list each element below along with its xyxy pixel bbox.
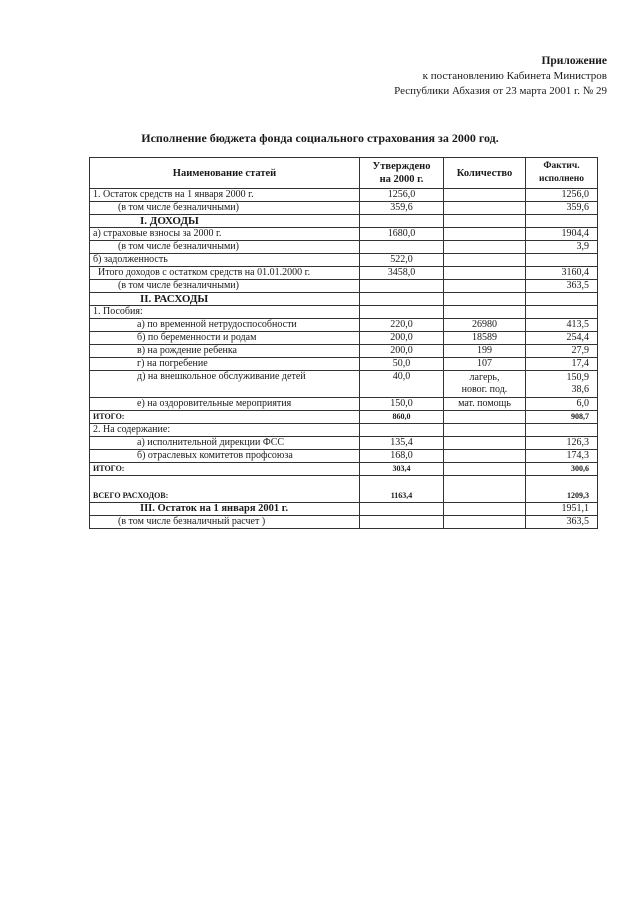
row-actual: 908,7 [526, 411, 598, 424]
row-actual: 3,9 [526, 241, 598, 254]
row-total-label: ИТОГО: [90, 411, 360, 424]
table-row [90, 424, 598, 437]
row-name: (в том числе безналичными) [90, 202, 360, 215]
row-approved: 150,0 [360, 398, 444, 411]
table-row [90, 254, 598, 267]
row-qty [444, 254, 526, 267]
row-approved: 200,0 [360, 332, 444, 345]
row-actual: 413,5 [526, 319, 598, 332]
table-row [90, 280, 598, 293]
row-qty: 199 [444, 345, 526, 358]
row-qty [444, 371, 526, 398]
row-qty [444, 280, 526, 293]
row-qty [444, 189, 526, 202]
row-actual: 3160,4 [526, 267, 598, 280]
row-actual: 1904,4 [526, 228, 598, 241]
row-approved [360, 280, 444, 293]
row-actual: 126,3 [526, 437, 598, 450]
row-name: д) на внешкольное обслуживание детей [90, 371, 360, 398]
row-approved: 200,0 [360, 345, 444, 358]
row-qty [444, 293, 526, 306]
table-row [90, 463, 598, 476]
row-name: (в том числе безналичными) [90, 280, 360, 293]
row-qty [444, 241, 526, 254]
row-approved: 168,0 [360, 450, 444, 463]
row-actual [526, 254, 598, 267]
row-approved: 1680,0 [360, 228, 444, 241]
row-actual [526, 215, 598, 228]
row-name: б) отраслевых комитетов профсоюза [90, 450, 360, 463]
row-actual: 1256,0 [526, 189, 598, 202]
row-qty [444, 306, 526, 319]
table-row [90, 345, 598, 358]
table-row [90, 398, 598, 411]
table-row [90, 450, 598, 463]
qty-line: лагерь, [469, 372, 500, 383]
col-header-name: Наименование статей [90, 158, 360, 189]
document-title: Исполнение бюджета фонда социального страхования за 2000 год. [141, 131, 499, 145]
table-row [90, 503, 598, 516]
row-qty [444, 215, 526, 228]
row-approved: 220,0 [360, 319, 444, 332]
table-row [90, 371, 598, 398]
actual-line: 38,6 [571, 384, 589, 395]
section-title-balance: III. Остаток на 1 января 2001 г. [90, 503, 360, 516]
row-name: а) страховые взносы за 2000 г. [90, 228, 360, 241]
budget-table [89, 157, 598, 529]
appendix-decree-line: к постановлению Кабинета Министров [422, 70, 607, 82]
row-actual: 363,5 [526, 516, 598, 529]
row-qty [444, 411, 526, 424]
table-row [90, 267, 598, 280]
table-row [90, 215, 598, 228]
row-qty: 18589 [444, 332, 526, 345]
row-name: 2. На содержание: [90, 424, 360, 437]
table-row [90, 241, 598, 254]
row-approved [360, 503, 444, 516]
table-row [90, 358, 598, 371]
appendix-label: Приложение [541, 55, 607, 67]
table-row [90, 189, 598, 202]
row-name: в) на рождение ребенка [90, 345, 360, 358]
appendix-header [394, 54, 607, 99]
row-name: (в том числе безналичными) [90, 241, 360, 254]
row-approved [360, 516, 444, 529]
row-approved: 522,0 [360, 254, 444, 267]
row-qty [444, 437, 526, 450]
row-actual [526, 424, 598, 437]
row-name: (в том числе безналичный расчет ) [90, 516, 360, 529]
table-row [90, 202, 598, 215]
col-header-qty: Количество [444, 158, 526, 189]
table-row [90, 319, 598, 332]
row-approved: 359,6 [360, 202, 444, 215]
row-approved: 860,0 [360, 411, 444, 424]
row-actual [526, 371, 598, 398]
row-name: б) по беременности и родам [90, 332, 360, 345]
row-qty [444, 267, 526, 280]
table-row [90, 293, 598, 306]
row-actual: 254,4 [526, 332, 598, 345]
row-actual: 6,0 [526, 398, 598, 411]
row-actual: 1951,1 [526, 503, 598, 516]
row-actual: 174,3 [526, 450, 598, 463]
row-name: Итого доходов с остатком средств на 01.01.2000 г. [90, 267, 360, 280]
row-actual: 17,4 [526, 358, 598, 371]
table-row [90, 306, 598, 319]
section-title-expenses: II. РАСХОДЫ [90, 293, 360, 306]
row-name: а) исполнительной дирекции ФСС [90, 437, 360, 450]
row-approved: 3458,0 [360, 267, 444, 280]
row-approved: 1256,0 [360, 189, 444, 202]
row-actual: 359,6 [526, 202, 598, 215]
table-row [90, 516, 598, 529]
row-approved: 50,0 [360, 358, 444, 371]
row-qty [444, 228, 526, 241]
row-qty: 26980 [444, 319, 526, 332]
row-actual: 363,5 [526, 280, 598, 293]
row-name: б) задолженность [90, 254, 360, 267]
row-qty [444, 463, 526, 476]
row-qty [444, 424, 526, 437]
table-row [90, 411, 598, 424]
row-approved [360, 424, 444, 437]
row-name: г) на погребение [90, 358, 360, 371]
table-row [90, 332, 598, 345]
row-name: 1. Остаток средств на 1 января 2000 г. [90, 189, 360, 202]
qty-line: новог. под. [461, 384, 508, 395]
row-name: е) на оздоровительные мероприятия [90, 398, 360, 411]
row-approved [360, 306, 444, 319]
row-actual: 300,6 [526, 463, 598, 476]
col-header-approved: Утверждено на 2000 г. [360, 158, 444, 189]
row-approved: 1163,4 [360, 476, 444, 503]
row-qty [444, 450, 526, 463]
row-qty: 107 [444, 358, 526, 371]
row-qty [444, 476, 526, 503]
row-actual [526, 306, 598, 319]
row-qty [444, 503, 526, 516]
row-approved [360, 215, 444, 228]
table-header-row [90, 158, 598, 189]
col-header-actual: Фактич. исполнено [526, 158, 598, 189]
table-row [90, 437, 598, 450]
row-grand-total-label: ВСЕГО РАСХОДОВ: [90, 476, 360, 503]
row-qty [444, 202, 526, 215]
row-approved: 135,4 [360, 437, 444, 450]
table-row [90, 228, 598, 241]
actual-line: 150,9 [566, 372, 589, 383]
row-qty [444, 516, 526, 529]
row-actual: 1209,3 [526, 476, 598, 503]
row-approved: 303,4 [360, 463, 444, 476]
row-approved [360, 293, 444, 306]
row-approved: 40,0 [360, 371, 444, 398]
row-actual [526, 293, 598, 306]
appendix-date-line: Республики Абхазия от 23 марта 2001 г. № 29 [394, 85, 607, 97]
row-total-label: ИТОГО: [90, 463, 360, 476]
row-name: 1. Пособия: [90, 306, 360, 319]
row-name: а) по временной нетрудоспособности [90, 319, 360, 332]
row-approved [360, 241, 444, 254]
table-row [90, 476, 598, 503]
row-actual: 27,9 [526, 345, 598, 358]
section-title-income: I. ДОХОДЫ [90, 215, 360, 228]
row-qty: мат. помощь [444, 398, 526, 411]
